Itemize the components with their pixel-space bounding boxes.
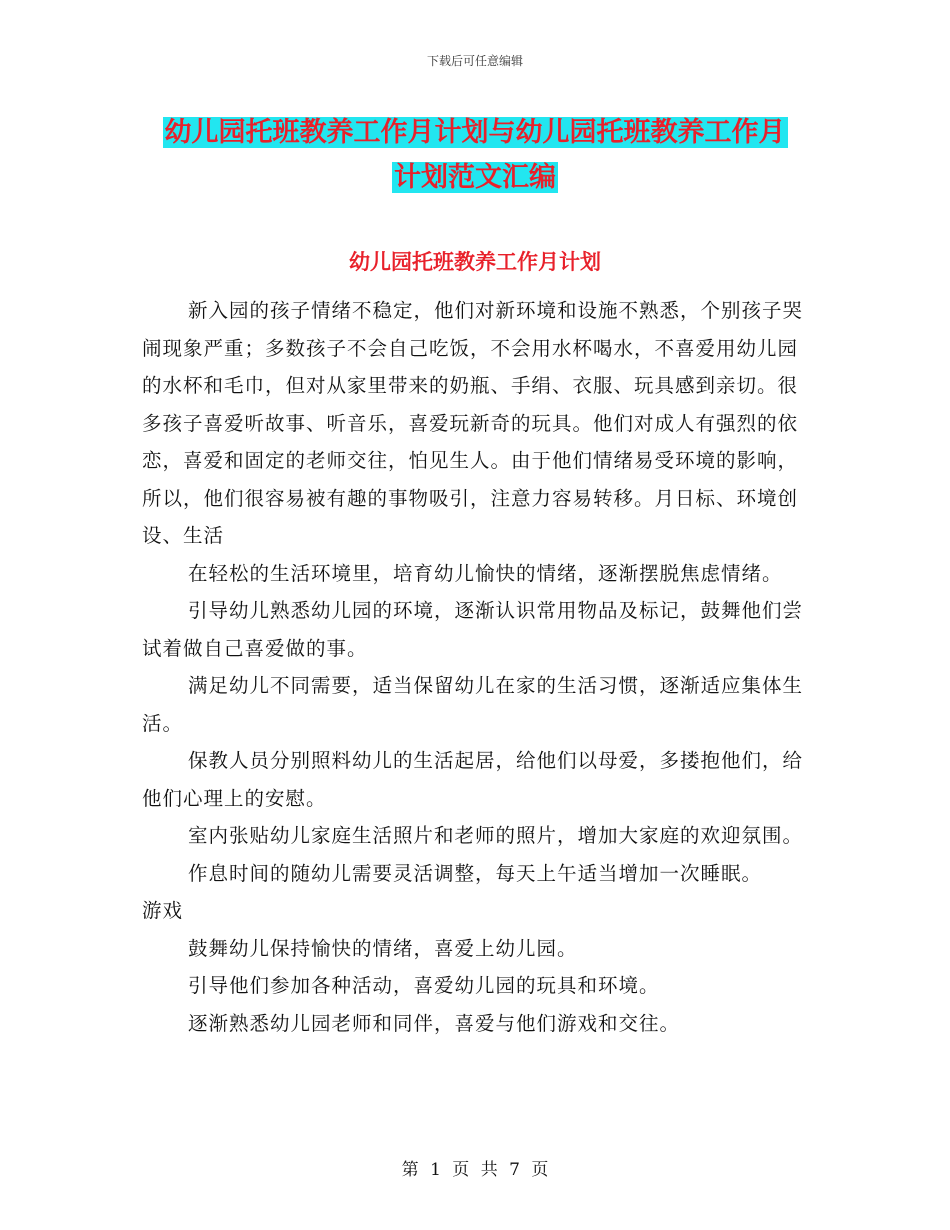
paragraph: 引导他们参加各种活动，喜爱幼儿园的玩具和环境。	[188, 974, 660, 997]
paragraph: 作息时间的随幼儿需要灵活调整，每天上午适当增加一次睡眠。	[188, 861, 763, 885]
body-text	[142, 292, 810, 1042]
paragraph: 满足幼儿不同需要，适当保留幼儿在家的生活习惯，逐渐适应集体生活。	[142, 674, 804, 735]
paragraph: 在轻松的生活环境里，培育幼儿愉快的情绪，逐渐摆脱焦虑情绪。	[188, 561, 783, 585]
document-title	[0, 110, 950, 200]
paragraph: 引导幼儿熟悉幼儿园的环境，逐渐认识常用物品及标记，鼓舞他们尝试着做自己喜爱做的事。	[142, 599, 804, 660]
title-line-1-text: 幼儿园托班教养工作月计划与幼儿园托班教养工作月	[164, 117, 786, 148]
paragraph: 逐渐熟悉幼儿园老师和同伴，喜爱与他们游戏和交往。	[188, 1011, 681, 1035]
title-line-1	[0, 110, 950, 155]
paragraph: 室内张贴幼儿家庭生活照片和老师的照片，增加大家庭的欢迎氛围。	[188, 824, 804, 847]
page-footer: 第 1 页 共 7 页	[401, 1160, 549, 1180]
page-header-note: 下载后可任意编辑	[426, 54, 523, 68]
section-heading: 幼儿园托班教养工作月计划	[349, 250, 601, 274]
title-line-2	[0, 155, 950, 200]
paragraph: 保教人员分别照料幼儿的生活起居，给他们以母爱，多搂抱他们，给他们心理上的安慰。	[142, 749, 804, 810]
paragraph: 鼓舞幼儿保持愉快的情绪，喜爱上幼儿园。	[188, 936, 578, 960]
title-line-2-text: 计划范文汇编	[394, 162, 556, 193]
paragraph-intro: 新入园的孩子情绪不稳定，他们对新环境和设施不熟悉，个别孩子哭闹现象严重；多数孩子不会自己吃饭，不会用水杯喝水，不喜爱用幼儿园的水杯和毛巾，但对从家里带来的奶瓶、手绢、衣服、玩具感到亲切。很多孩子喜爱听故事、听音乐，喜爱玩新奇的玩具。他们对成人有强烈的依恋，喜爱和固定的老师交往，怕见生人。由于他们情绪易受环境的影响，所以，他们很容易被有趣的事物吸引，注意力容易转移。月日标、环境创设、生活	[142, 299, 804, 547]
subheading-games: 游戏	[142, 899, 184, 922]
